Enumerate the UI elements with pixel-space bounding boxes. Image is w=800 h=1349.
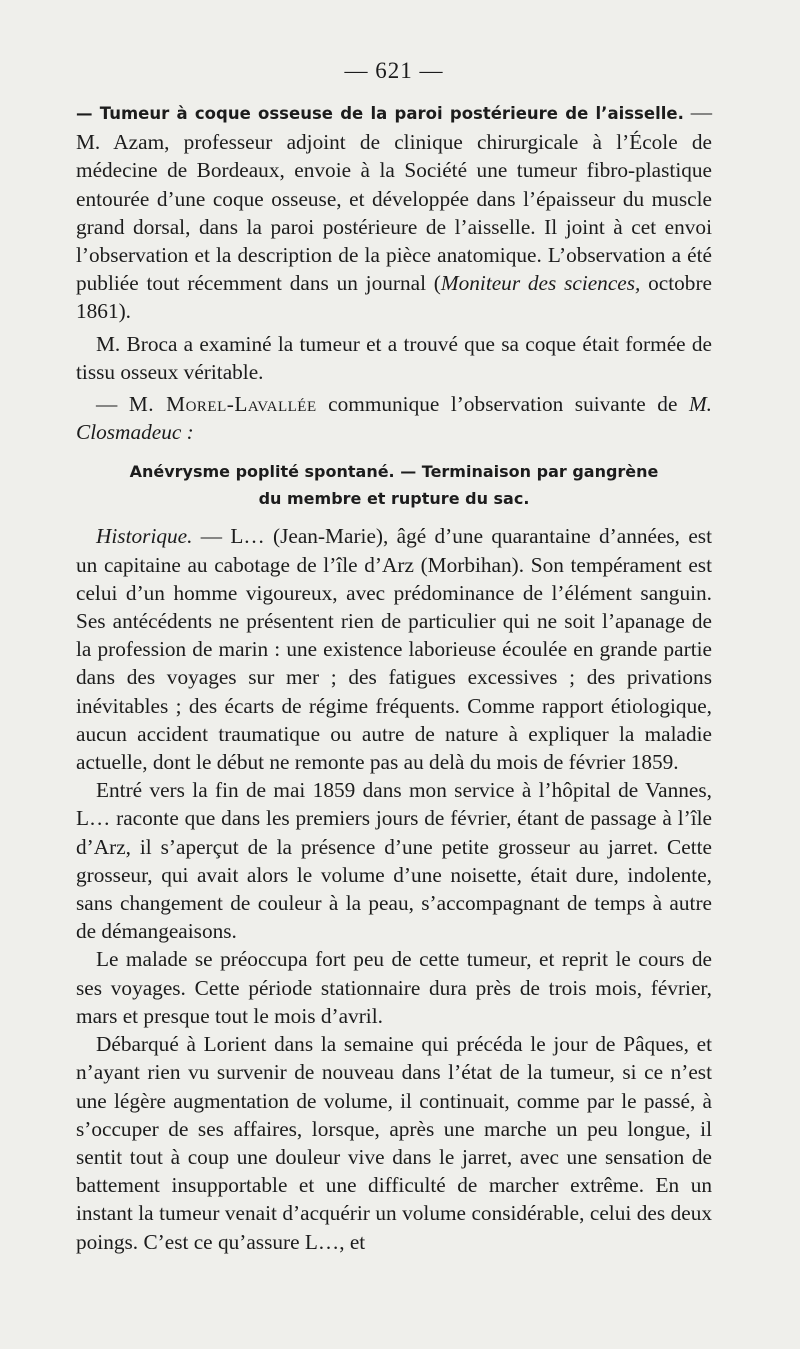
section-azam — [76, 98, 712, 326]
observation-source: M. Closmadeuc : — [76, 392, 713, 445]
case-title-line-1: Anévrysme poplité spontané. — Terminaison par gangrène — [129, 462, 659, 482]
document-page — [76, 58, 712, 1256]
paragraph-broca: M. Broca a examiné la tumeur et a trouvé que sa coque était formée de tissu osseux véritable. — [76, 331, 712, 384]
section-azam-text-a: — M. Azam, professeur adjoint de clinique chirurgicale à l’École de médecine de Bordeaux, envoie à la Société une tumeur fibro-plastique entourée d’une coque osseuse, et développée dans l’épaisseur du muscle grand dorsal, dans la paroi postérieure de l’aisselle. Il joint à cet envoi l’observation et la description de la pièce anatomique. L’observation a été publiée tout récemment dans un journal ( — [76, 100, 712, 296]
page-number: — 621 — — [344, 58, 444, 83]
historique-label: Historique. — [96, 524, 193, 549]
journal-name: Moniteur des sciences, — [440, 271, 641, 296]
paragraph-lorient: Débarqué à Lorient dans la semaine qui précéda le jour de Pâques, et n’ayant rien vu survenir de nouveau dans l’état de la tumeur, si ce n’est une légère augmentation de volume, il continuait, comme par le passé, à s’occuper de ses affaires, lorsque, après une marche un peu longue, il sentit tout à coup une douleur vive dans le jarret, avec une sensation de battement insupportable et une difficulté de marcher extrême. En un instant la tumeur venait d’acquérir un volume considérable, celui des deux poings. C’est ce qu’assure L…, et — [76, 1032, 712, 1254]
paragraph-entree: Entré vers la fin de mai 1859 dans mon service à l’hôpital de Vannes, L… raconte que dans les premiers jours de février, étant de passage à l’île d’Arz, il s’aperçut de la présence d’une petite grosseur au jarret. Cette grosseur, qui avait alors le volume d’une noisette, était dure, indolente, sans changement de couleur à la peau, s’accompagnant de temps à autre de démangeaisons. — [76, 778, 712, 944]
case-title-line-2: du membre et rupture du sac. — [258, 489, 530, 509]
author-name: M. Morel-Lavallée — [128, 392, 317, 417]
communication-text: communique l’observation suivante de — [316, 392, 689, 417]
case-title — [76, 458, 712, 512]
historique-text: — L… (Jean-Marie), âgé d’une quarantaine d’années, est un capitaine au cabotage de l’île d’Arz (Morbihan). Son tempérament est celui d’un homme vigoureux, avec prédominance de l’élément sanguin. Ses antécédents ne présentent rien de particulier qui ne soit l’apanage de la profession de marin : une existence laborieuse écoulée en grande partie dans des voyages sur mer ; des fatigues excessives ; des privations inévitables ; des écarts de régime fréquents. Comme rapport étiologique, aucun accident traumatique ou autre de nature à expliquer la maladie actuelle, dont le début ne remonte pas au delà du mois de février 1859. — [76, 524, 712, 775]
section-morel-lavallee — [76, 390, 712, 446]
paragraph-historique — [76, 522, 712, 776]
section-title-tumeur: — Tumeur à coque osseuse de la paroi postérieure de l’aisselle. — [76, 104, 684, 123]
section-azam-text-b: octobre 1861). — [76, 271, 713, 324]
paragraph-voyages: Le malade se préoccupa fort peu de cette tumeur, et reprit le cours de ses voyages. Cette période stationnaire dura près de trois mois, février, mars et presque tout le mois d’avril. — [76, 947, 712, 1028]
section-dash: — — [96, 392, 129, 417]
